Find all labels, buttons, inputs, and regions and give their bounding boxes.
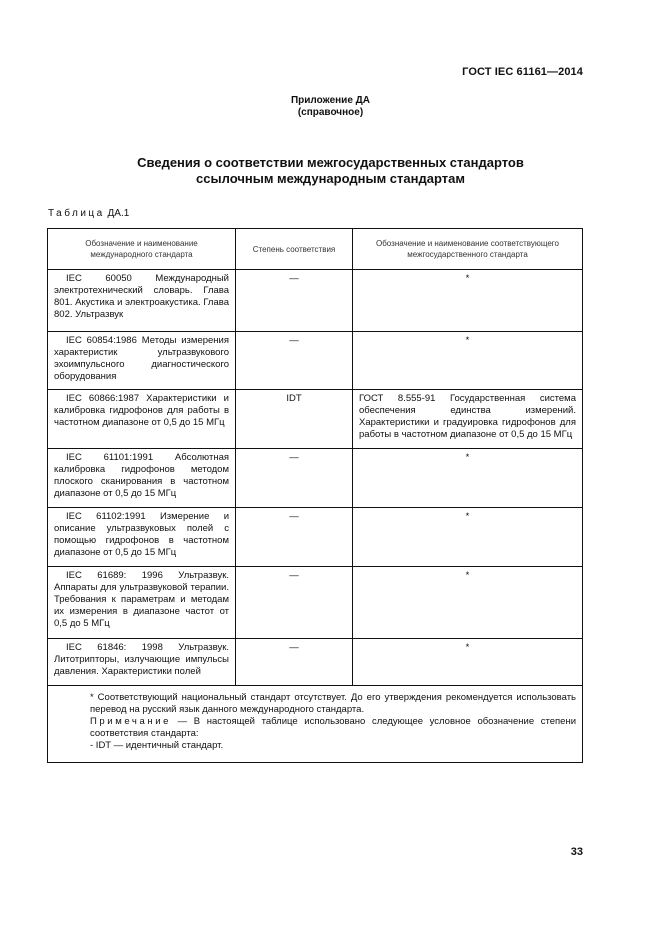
page-number: 33 bbox=[570, 846, 583, 858]
table-row bbox=[48, 390, 583, 449]
international-standard-cell bbox=[48, 639, 236, 686]
degree-cell: IDT bbox=[236, 390, 353, 449]
international-standard-text: IEC 61101:1991 Абсолютная калибровка гидрофонов методом плоского сканирования в частотном диапазоне от 0,5 до 15 МГц bbox=[54, 452, 229, 499]
footnote-idt-definition: - IDT — идентичный стандарт. bbox=[90, 740, 224, 751]
table-row bbox=[48, 639, 583, 686]
interstate-standard-cell: * bbox=[353, 508, 583, 567]
degree-cell: — bbox=[236, 270, 353, 332]
international-standard-cell bbox=[48, 508, 236, 567]
international-standard-cell bbox=[48, 449, 236, 508]
interstate-standard-cell: * bbox=[353, 567, 583, 639]
international-standard-text: IEC 61689: 1996 Ультразвук. Аппараты для ультразвуковой терапии. Требования к параметрам и методам их измерения в диапазоне частот от 0,5 до 5 МГц bbox=[54, 570, 229, 629]
international-standard-text: IEC 60854:1986 Методы измерения характеристик ультразвукового эхоимпульсного диагностического оборудования bbox=[54, 335, 229, 382]
standards-correspondence-table bbox=[47, 228, 583, 763]
section-title bbox=[0, 155, 661, 187]
international-standard-cell bbox=[48, 567, 236, 639]
international-standard-text: IEC 60866:1987 Характеристики и калибровка гидрофонов для работы в частотном диапазоне от 0,5 до 15 МГц bbox=[54, 393, 229, 428]
appendix-subtitle: (справочное) bbox=[297, 107, 364, 118]
degree-cell: — bbox=[236, 508, 353, 567]
interstate-standard-cell: * bbox=[353, 270, 583, 332]
international-standard-text: IEC 61846: 1998 Ультразвук. Литотрипторы, излучающие импульсы давления. Характеристики полей bbox=[54, 642, 229, 677]
interstate-standard-cell: * bbox=[353, 639, 583, 686]
table-label-number: ДА.1 bbox=[107, 208, 130, 219]
column-header-interstate: Обозначение и наименование соответствующего межгосударственного стандарта bbox=[353, 229, 583, 270]
international-standard-cell bbox=[48, 270, 236, 332]
degree-cell: — bbox=[236, 449, 353, 508]
table-row bbox=[48, 449, 583, 508]
section-title-line-2: ссылочным международным стандартам bbox=[196, 171, 465, 186]
international-standard-cell bbox=[48, 390, 236, 449]
degree-cell: — bbox=[236, 567, 353, 639]
table-row bbox=[48, 332, 583, 390]
interstate-standard-cell: * bbox=[353, 332, 583, 390]
interstate-standard-cell: * bbox=[353, 449, 583, 508]
table-row bbox=[48, 508, 583, 567]
table-row bbox=[48, 567, 583, 639]
column-header-international: Обозначение и наименование международного стандарта bbox=[48, 229, 236, 270]
table-label bbox=[48, 208, 129, 219]
international-standard-text: IEC 61102:1991 Измерение и описание ультразвуковых полей с помощью гидрофонов в частотном диапазоне от 0,5 до 15 МГц bbox=[54, 511, 229, 558]
table-label-prefix: Таблица bbox=[48, 208, 105, 219]
table-footnote-row bbox=[48, 686, 583, 763]
footnote-star-note: * Соответствующий национальный стандарт отсутствует. До его утверждения рекомендуется использовать перевод на русский язык данного международного стандарта. bbox=[90, 692, 576, 715]
international-standard-cell bbox=[48, 332, 236, 390]
appendix-heading bbox=[0, 95, 661, 119]
document-code: ГОСТ IEC 61161—2014 bbox=[462, 66, 583, 78]
section-title-line-1: Сведения о соответствии межгосударственных стандартов bbox=[137, 155, 524, 170]
international-standard-text: IEC 60050 Международный электротехнический словарь. Глава 801. Акустика и электроакустика. Глава 802. Ультразвук bbox=[54, 273, 229, 320]
table-footnote bbox=[48, 686, 583, 763]
table-header-row bbox=[48, 229, 583, 270]
degree-cell: — bbox=[236, 639, 353, 686]
table-row bbox=[48, 270, 583, 332]
column-header-degree: Степень соответствия bbox=[236, 229, 353, 270]
degree-cell: — bbox=[236, 332, 353, 390]
note-label: Примечание bbox=[90, 716, 171, 727]
interstate-standard-cell: ГОСТ 8.555-91 Государственная система обеспечения единства измерений. Характеристики и градуировка гидрофонов для работы в частотном диапазоне от 0,5 до 15 МГц bbox=[353, 390, 583, 449]
footnote-note bbox=[54, 716, 576, 740]
appendix-title: Приложение ДА bbox=[290, 95, 371, 106]
note-text: — В настоящей таблице использовано следующее условное обозначение степени соответствия стандарта: bbox=[90, 716, 576, 739]
